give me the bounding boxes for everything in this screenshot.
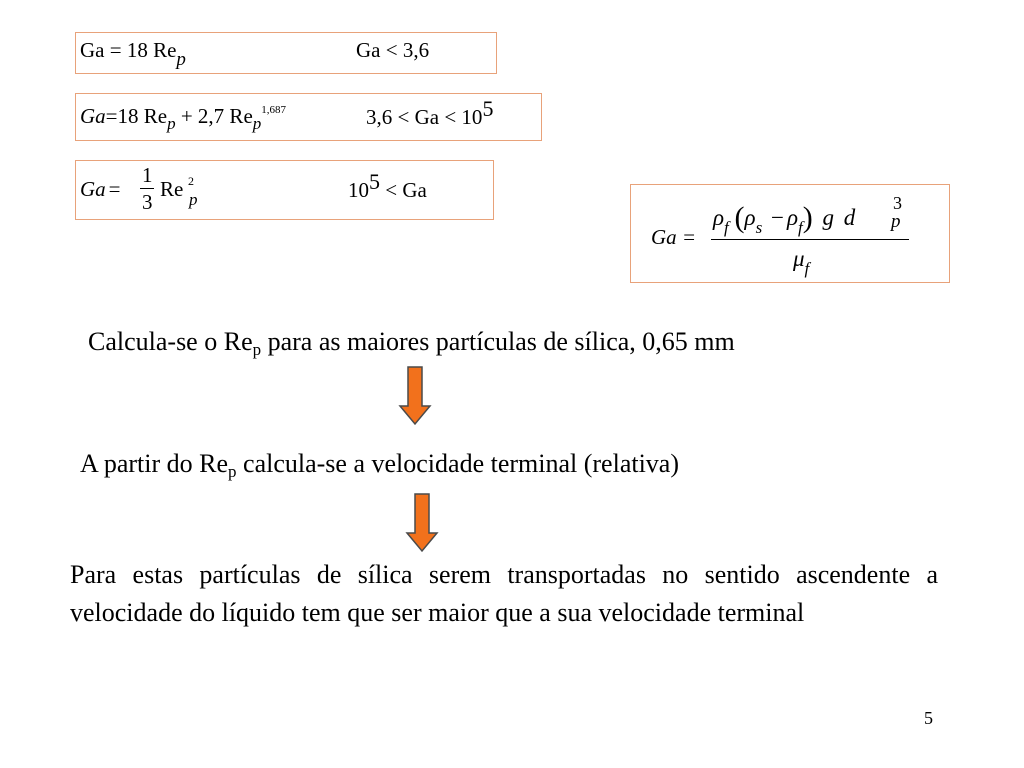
eq3-sub: p <box>189 190 198 209</box>
equation-box-1 <box>75 32 497 74</box>
equation-2-formula <box>80 104 287 133</box>
galileo-s: s <box>755 218 763 237</box>
eq2-plus: + 2,7 Re <box>180 104 253 128</box>
galileo-ga-text: Ga = <box>651 225 697 249</box>
galileo-rho-f2: ρ <box>786 205 798 230</box>
galileo-ga <box>651 227 696 248</box>
line2-sub: p <box>228 462 237 481</box>
eq3-ga: Ga <box>80 177 106 201</box>
equation-box-2 <box>75 93 542 141</box>
eq2-range: 3,6 < Ga < 10 <box>366 105 483 129</box>
galileo-d: d <box>843 205 856 230</box>
galileo-numerator <box>713 201 856 237</box>
galileo-f1: f <box>724 218 729 237</box>
eq2-sub1: p <box>167 114 176 133</box>
galileo-denominator <box>793 246 810 278</box>
conclusion-paragraph: Para estas partículas de sílica serem transportadas no sentido ascendente a velocidade do líquido tem que ser maior que a sua velocidade terminal <box>70 560 938 627</box>
eq1-left: Ga = 18 Re <box>80 38 177 62</box>
eq3-eq: = <box>108 177 121 201</box>
statement-line-2 <box>80 448 679 482</box>
galileo-d-sub: p <box>891 211 901 232</box>
eq2-exp: 1,687 <box>261 104 287 116</box>
page-number: 5 <box>924 708 933 728</box>
line2-after: calcula-se a velocidade terminal (relativa) <box>236 449 680 478</box>
equation-3-range <box>348 169 427 202</box>
line1-after: para as maiores partículas de sílica, 0,65 mm <box>261 327 735 356</box>
galileo-f2: f <box>797 218 803 237</box>
eq3-re-text: Re <box>160 177 184 201</box>
line1-before: Calcula-se o Re <box>88 327 253 356</box>
eq2-range-exp: 5 <box>482 96 494 121</box>
line1-sub: p <box>252 340 262 359</box>
galileo-definition-box <box>630 184 950 283</box>
equation-1-formula <box>80 38 186 70</box>
eq1-range: Ga < 3,6 <box>356 38 430 62</box>
equation-2-range <box>366 96 494 129</box>
galileo-rho-s: ρ <box>744 205 756 230</box>
eq3-range-base: 10 <box>348 178 369 202</box>
galileo-rho-f: ρ <box>713 205 725 230</box>
equation-box-3 <box>75 160 494 220</box>
eq3-range-rest: < Ga <box>385 178 427 202</box>
eq2-mid: =18 Re <box>105 104 168 128</box>
galileo-paren-close: ) <box>802 201 813 234</box>
galileo-minus: − <box>770 205 784 230</box>
galileo-fraction-bar <box>711 239 909 240</box>
equation-3-formula <box>80 179 124 200</box>
galileo-paren-open: ( <box>734 201 745 234</box>
galileo-mu-sub: f <box>804 259 810 278</box>
eq2-ga: Ga <box>80 104 106 128</box>
statement-line-1 <box>88 326 735 360</box>
galileo-g: g <box>822 205 834 230</box>
eq3-sup: 2 <box>188 174 194 188</box>
eq1-sub: p <box>176 49 186 70</box>
eq3-re <box>160 179 183 200</box>
down-arrow-icon <box>398 366 432 426</box>
eq3-denominator: 3 <box>142 190 153 214</box>
eq3-numerator: 1 <box>142 163 153 187</box>
galileo-d-sup: 3 <box>893 193 902 213</box>
eq3-range-exp: 5 <box>369 169 380 194</box>
down-arrow-icon <box>405 493 439 553</box>
galileo-mu: μ <box>793 246 805 271</box>
line2-before: A partir do Re <box>80 449 229 478</box>
eq3-fraction-bar <box>140 188 154 189</box>
eq2-sub2: p <box>252 114 262 133</box>
equation-1-range <box>356 40 429 61</box>
